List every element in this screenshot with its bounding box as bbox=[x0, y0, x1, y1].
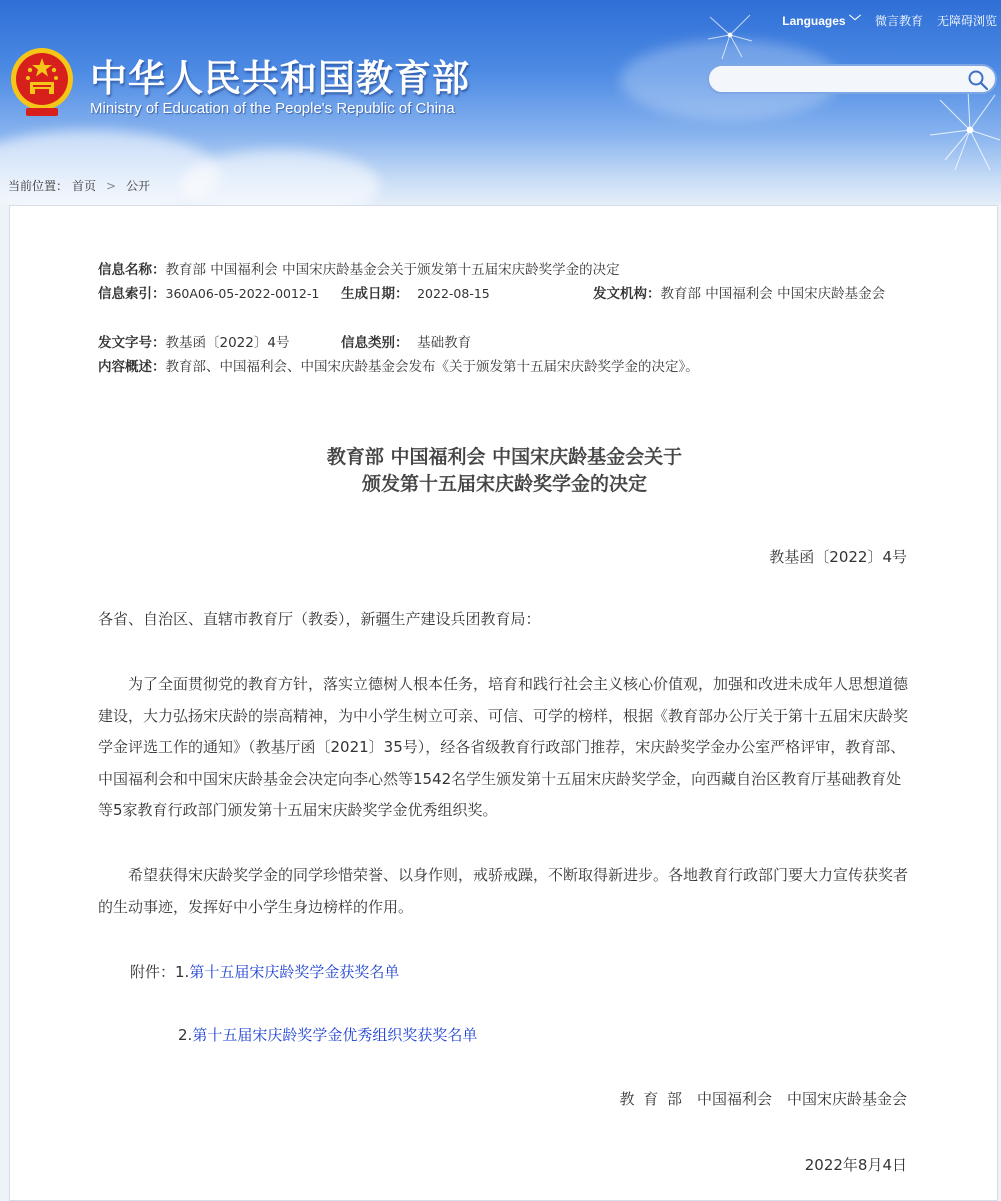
breadcrumb-current[interactable]: 公开 bbox=[126, 179, 151, 193]
accessibility-link[interactable]: 无障碍浏览 bbox=[936, 14, 997, 28]
site-header bbox=[0, 0, 1001, 205]
meta-date-label: 生成日期： bbox=[341, 286, 409, 302]
document-date: 2022年8月4日 bbox=[804, 1156, 907, 1174]
meta-index-value: 360A06-05-2022-0012-1 bbox=[165, 286, 320, 301]
site-subtitle: Ministry of Education of the People's Republic of China bbox=[90, 100, 455, 117]
meta-summary-value: 教育部、中国福利会、中国宋庆龄基金会发布《关于颁发第十五届宋庆龄奖学金的决定》。 bbox=[165, 359, 699, 375]
attachment-1-row bbox=[130, 961, 399, 982]
dandelion-icon bbox=[700, 5, 760, 65]
salutation: 各省、自治区、直辖市教育厅（教委），新疆生产建设兵团教育局： bbox=[98, 610, 541, 628]
document-title-line2: 颁发第十五届宋庆龄奖学金的决定 bbox=[361, 473, 647, 495]
paragraph-2: 希望获得宋庆龄奖学金的同学珍惜荣誉、以身作则，戒骄戒躁，不断取得新进步。各地教育行政部门要大力宣传获奖者的生动事迹，发挥好中小学生身边榜样的作用。 bbox=[98, 866, 909, 916]
meta-docno-label: 发文字号： bbox=[98, 335, 166, 351]
attachment-2-number: 2. bbox=[178, 1026, 193, 1044]
chevron-down-icon: ﹀ bbox=[848, 14, 861, 28]
breadcrumb-prefix: 当前位置： bbox=[8, 179, 69, 193]
info-metadata bbox=[98, 258, 918, 379]
search-input[interactable] bbox=[721, 70, 961, 90]
meta-name-label: 信息名称： bbox=[98, 262, 166, 278]
site-title[interactable]: 中华人民共和国教育部 bbox=[90, 57, 470, 100]
signature: 教 育 部 中国福利会 中国宋庆龄基金会 bbox=[619, 1090, 907, 1108]
meta-name-value: 教育部 中国福利会 中国宋庆龄基金会关于颁发第十五届宋庆龄奖学金的决定 bbox=[165, 262, 620, 278]
chevron-right-icon: > bbox=[106, 178, 117, 193]
attachment-1-link[interactable]: 第十五届宋庆龄奖学金获奖名单 bbox=[189, 963, 400, 981]
dandelion-icon bbox=[900, 20, 1000, 200]
meta-row-summary bbox=[98, 355, 918, 379]
meta-docno-value: 教基函〔2022〕4号 bbox=[165, 335, 290, 351]
meta-row-index bbox=[98, 282, 918, 331]
attachment-2-row bbox=[178, 1024, 477, 1045]
meta-category-label: 信息类别： bbox=[341, 335, 409, 351]
article-container bbox=[9, 205, 998, 1201]
attachments-label: 附件： bbox=[130, 963, 176, 981]
meta-issuer-value: 教育部 中国福利会 中国宋庆龄基金会 bbox=[660, 286, 886, 302]
breadcrumb bbox=[8, 177, 150, 194]
top-links bbox=[782, 12, 997, 29]
document-title-line1: 教育部 中国福利会 中国宋庆龄基金会关于 bbox=[326, 446, 683, 468]
meta-category-value: 基础教育 bbox=[417, 335, 472, 351]
meta-row-name bbox=[98, 258, 918, 282]
weiyan-link[interactable]: 微言教育 bbox=[874, 14, 923, 28]
meta-issuer-label: 发文机构： bbox=[593, 286, 661, 302]
document-number: 教基函〔2022〕4号 bbox=[769, 548, 907, 566]
attachment-2-link[interactable]: 第十五届宋庆龄奖学金优秀组织奖获奖名单 bbox=[192, 1026, 478, 1044]
paragraph-1: 为了全面贯彻党的教育方针，落实立德树人根本任务，培育和践行社会主义核心价值观，加强和改进未成年人思想道德建设，大力弘扬宋庆龄的崇高精神，为中小学生树立可亲、可信、可学的榜样，根据《教育部办公厅关于第十五届宋庆龄奖学金评选工作的通知》（教基厅函〔2021〕35号），经各省级教育行政部门推荐，宋庆龄奖学金办公室严格评审，教育部、中国福利会和中国宋庆龄基金会决定向李心然等1542名学生颁发第十五届宋庆龄奖学金，向西藏自治区教育厅基础教育处等5家教育行政部门颁发第十五届宋庆龄奖学金优秀组织奖。 bbox=[98, 675, 909, 819]
languages-label: Languages bbox=[782, 14, 846, 28]
meta-summary-label: 内容概述： bbox=[98, 359, 166, 375]
breadcrumb-home[interactable]: 首页 bbox=[72, 179, 97, 193]
document-title bbox=[10, 444, 999, 498]
languages-link[interactable] bbox=[782, 12, 861, 29]
meta-date-value: 2022-08-15 bbox=[417, 286, 490, 301]
national-emblem-icon bbox=[8, 44, 76, 118]
search-icon[interactable] bbox=[967, 69, 989, 91]
search-box bbox=[707, 64, 997, 94]
meta-row-docno bbox=[98, 331, 918, 355]
meta-index-label: 信息索引： bbox=[98, 286, 166, 302]
attachment-1-number: 1. bbox=[175, 963, 190, 981]
